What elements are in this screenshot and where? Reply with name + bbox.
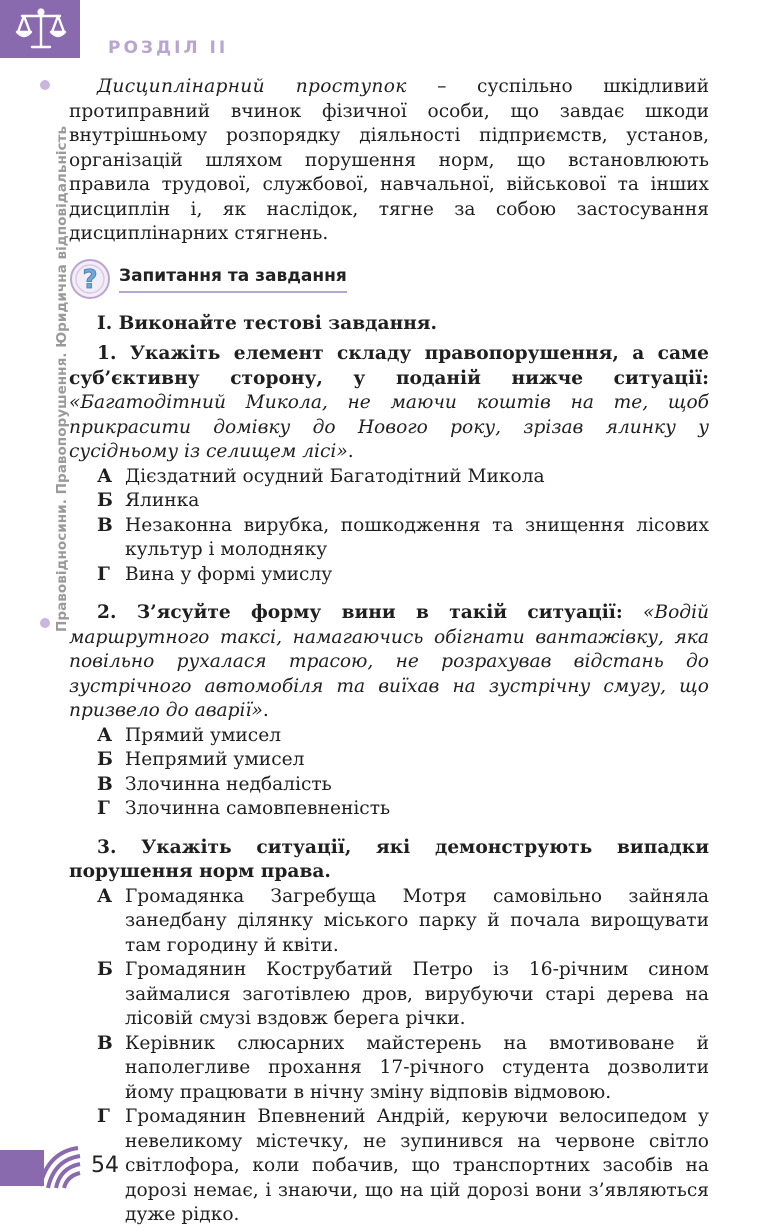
definition-text: – суспільно шкідливий протиправний вчинок фізичної особи, що завдає шкоди внутрішньому розпорядку діяльності підприємств, установ, організацій шляхом порушення норм, що встановлюють правила трудової, службової, навчальної, військової та інших дисциплін і, як наслідок, тягне за собою застосування дисциплінарних стягнень. (69, 76, 710, 244)
side-dot-top (40, 80, 50, 90)
option-letter: Б (97, 490, 113, 511)
option-letter: Г (97, 563, 110, 585)
answer-option (97, 885, 709, 959)
option-letter: В (97, 514, 113, 536)
option-text: Прямий умисел (125, 724, 282, 746)
question-2-end: . (262, 700, 269, 721)
answer-option (97, 773, 709, 798)
definition-term: Дисциплінарний проступок (97, 76, 407, 97)
option-letter: Б (97, 959, 113, 980)
option-text: Громадянин Впевнений Андрій, керуючи велосипедом у невеликому містечку, не зупинився на червоне світло світлофора, коли побачив, що транспортних засобів на дорозі немає, і знаючи, що на цій дорозі вони з’являються дуже рідко. (125, 1106, 709, 1225)
option-letter: А (97, 885, 113, 907)
task-title: І. Виконайте тестові завдання. (97, 312, 438, 334)
question-2-situation: «Водій маршрутного таксі, намагаючись обігнати вантажівку, яка повільно рухалася трасою, не розрахував відстань до зустрічного автомобіля та виїхав на зустрічну смугу, що призвело до аварії» (69, 602, 709, 721)
option-text: Злочинна самовпевненість (125, 798, 391, 819)
section-label: РОЗДІЛ ІІ (108, 38, 229, 58)
answer-option (97, 489, 709, 514)
questions-section-title: Запитання та завдання (119, 264, 347, 294)
answer-option (97, 563, 709, 588)
side-running-title: Правовідносини. Правопорушення. Юридична відповідальність (54, 125, 70, 632)
question-2-options (69, 724, 709, 822)
option-letter: А (97, 724, 113, 746)
answer-option (97, 797, 709, 822)
question-1-situation: «Багатодітний Микола, не маючи коштів на те, щоб прикрасити домівку до Нового року, зрізав ялинку у сусідньому із селищем лісі» (69, 392, 709, 462)
question-3-end: . (324, 861, 331, 882)
questions-section-header (69, 258, 709, 298)
side-dot-bottom (40, 618, 50, 628)
question-mark-icon (69, 258, 111, 300)
option-text: Громадянин Кострубатий Петро із 16-річним сином займалися заготівлею дров, вирубуючи старі дерева на лісовій смузі вздовж берега річки. (125, 959, 709, 1029)
question-1-options (69, 465, 709, 588)
option-text: Громадянка Загребуща Мотря самовільно зайняла занедбану ділянку міського парку й почала вирощувати там городину й квіти. (125, 885, 709, 956)
option-text: Незаконна вирубка, пошкодження та знищення лісових культур і молодняку (125, 514, 709, 560)
option-text: Дієздатний осудний Багатодітний Микола (125, 465, 545, 487)
answer-option (97, 1105, 709, 1228)
question-3-prompt: 3. Укажіть ситуації, які демонструють випадки порушення норм права (69, 836, 709, 882)
page-content (69, 75, 709, 1228)
answer-option (97, 465, 709, 490)
option-text: Керівник слюсарних майстерень на вмотивоване й наполегливе прохання 17-річного студента дозволити йому працювати в нічну зміну відповів відмовою. (125, 1032, 709, 1103)
answer-option (97, 958, 709, 1032)
logo-box (0, 0, 80, 58)
option-text: Злочинна недбалість (125, 773, 332, 795)
question-3-options (69, 885, 709, 1228)
svg-text:?: ? (82, 264, 98, 295)
question-2 (69, 601, 709, 724)
footer-arcs-icon (38, 1146, 82, 1190)
option-text: Вина у формі умислу (125, 563, 333, 585)
option-letter: Б (97, 749, 113, 770)
question-1-prompt: 1. Укажіть елемент складу правопорушення, а саме суб’єктивну сторону, у поданій нижче ситуації: (69, 343, 709, 389)
question-1 (69, 342, 709, 465)
question-2-prompt: 2. З’ясуйте форму вини в такій ситуації: (97, 602, 644, 623)
option-text: Непрямий умисел (125, 749, 305, 770)
option-text: Ялинка (125, 490, 200, 511)
option-letter: Г (97, 1106, 110, 1127)
definition-paragraph (69, 75, 709, 247)
answer-option (97, 514, 709, 563)
scales-of-justice-icon (14, 6, 68, 52)
option-letter: Г (97, 798, 110, 819)
option-letter: А (97, 465, 113, 487)
answer-option (97, 724, 709, 749)
question-3 (69, 836, 709, 885)
answer-option (97, 1032, 709, 1106)
option-letter: В (97, 1032, 113, 1054)
question-1-end: . (347, 441, 354, 462)
answer-option (97, 748, 709, 773)
page-number: 54 (91, 1153, 119, 1178)
option-letter: В (97, 773, 113, 795)
